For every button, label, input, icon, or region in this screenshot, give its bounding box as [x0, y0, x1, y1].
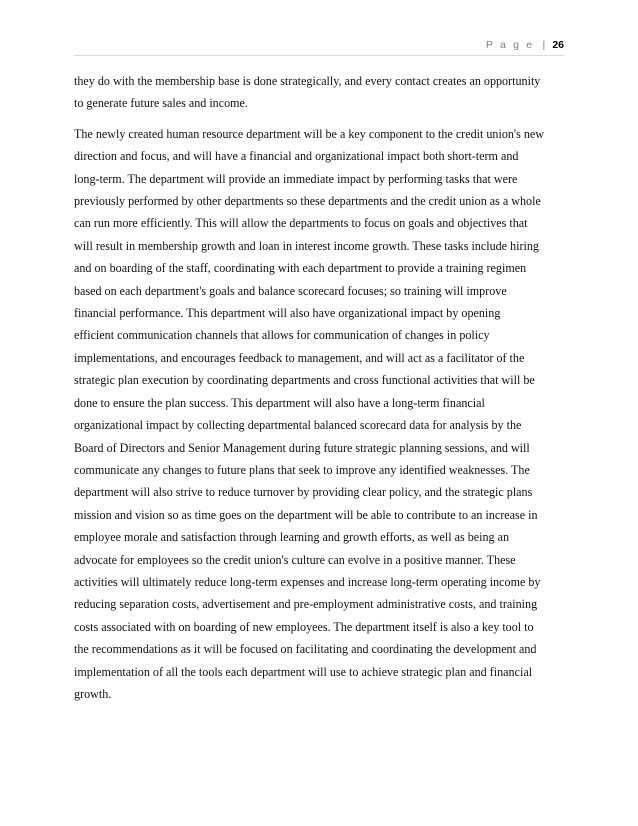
- text-line: long-term. The department will provide an immediate impact by performing tasks that were: [74, 171, 518, 186]
- paragraph: [74, 123, 564, 706]
- text-line: financial performance. This department will also have organizational impact by opening: [74, 306, 501, 321]
- body-text: [74, 70, 564, 713]
- text-line: department will also strive to reduce turnover by providing clear policy, and the strategic plans: [74, 485, 533, 500]
- text-line: The newly created human resource department will be a key component to the credit union's new: [74, 126, 544, 141]
- text-line: organizational impact by collecting departmental balanced scorecard data for analysis by the: [74, 418, 522, 433]
- text-line: employee morale and satisfaction through learning and growth efforts, as well as being an: [74, 530, 510, 545]
- text-line: to generate future sales and income.: [74, 96, 248, 111]
- text-line: communicate any changes to future plans that seek to improve any identified weaknesses. The: [74, 462, 530, 477]
- header-separator: |: [542, 39, 546, 51]
- text-line: costs associated with on boarding of new employees. The department itself is also a key tool to: [74, 619, 534, 634]
- text-line: strategic plan execution by coordinating departments and cross functional activities that will be: [74, 373, 535, 388]
- text-line: implementation of all the tools each department will use to achieve strategic plan and financial: [74, 664, 533, 679]
- text-line: advocate for employees so the credit union's culture can evolve in a positive manner. These: [74, 552, 516, 567]
- text-line: based on each department's goals and balance scorecard focuses; so training will improve: [74, 283, 507, 298]
- text-line: can run more efficiently. This will allow the departments to focus on goals and objectives that: [74, 216, 528, 231]
- text-line: and on boarding of the staff, coordinating with each department to provide a training regimen: [74, 261, 527, 276]
- page-header: [486, 39, 564, 51]
- text-line: will result in membership growth and loan in interest income growth. These tasks include hiring: [74, 238, 539, 253]
- text-line: previously performed by other departments so these departments and the credit union as a whole: [74, 194, 541, 209]
- page-label: P a g e: [485, 39, 535, 51]
- text-line: Board of Directors and Senior Management during future strategic planning sessions, and will: [74, 440, 530, 455]
- text-line: reducing separation costs, advertisement and pre-employment administrative costs, and training: [74, 597, 538, 612]
- text-line: mission and vision so as time goes on the department will be able to contribute to an increase in: [74, 507, 538, 522]
- text-line: direction and focus, and will have a financial and organizational impact both short-term and: [74, 149, 519, 164]
- text-line: efficient communication channels that allows for communication of changes in policy: [74, 328, 490, 343]
- text-line: done to ensure the plan success. This department will also have a long-term financial: [74, 395, 485, 410]
- page-number: 26: [552, 39, 564, 51]
- paragraph: [74, 70, 564, 115]
- text-line: growth.: [74, 686, 112, 701]
- text-line: implementations, and encourages feedback to management, and will act as a facilitator of the: [74, 350, 525, 365]
- text-line: they do with the membership base is done strategically, and every contact creates an opportunity: [74, 74, 541, 88]
- text-line: activities will ultimately reduce long-term expenses and increase long-term operating income by: [74, 574, 541, 589]
- text-line: the recommendations as it will be focused on facilitating and coordinating the development and: [74, 642, 537, 657]
- header-rule: [74, 55, 564, 56]
